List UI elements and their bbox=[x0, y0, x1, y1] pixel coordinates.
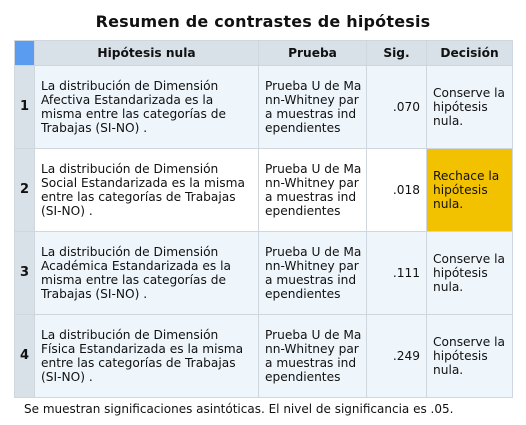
corner-cell bbox=[15, 41, 35, 66]
table-row bbox=[15, 315, 513, 398]
sig-cell: .070 bbox=[367, 66, 427, 149]
decision-cell: Conserve la hipótesis nula. bbox=[427, 66, 513, 149]
footnote: Se muestran significaciones asintóticas. El nivel de significancia es .05. bbox=[24, 402, 454, 416]
test-cell: Prueba U de Mann-Whitney para muestras independientes bbox=[259, 315, 367, 398]
header-decision: Decisión bbox=[427, 41, 513, 66]
hypothesis-cell: La distribución de Dimensión Académica Estandarizada es la misma entre las categorías de Trabajas (SI-NO) . bbox=[35, 232, 259, 315]
test-cell: Prueba U de Mann-Whitney para muestras independientes bbox=[259, 66, 367, 149]
hypothesis-summary-table bbox=[14, 40, 513, 398]
hypothesis-cell: La distribución de Dimensión Afectiva Estandarizada es la misma entre las categorías de Trabajas (SI-NO) . bbox=[35, 66, 259, 149]
row-number: 2 bbox=[15, 149, 35, 232]
sig-cell: .018 bbox=[367, 149, 427, 232]
hypothesis-cell: La distribución de Dimensión Social Estandarizada es la misma entre las categorías de Trabajas (SI-NO) . bbox=[35, 149, 259, 232]
header-row bbox=[15, 41, 513, 66]
header-sig: Sig. bbox=[367, 41, 427, 66]
decision-cell: Conserve la hipótesis nula. bbox=[427, 232, 513, 315]
row-number: 3 bbox=[15, 232, 35, 315]
test-cell: Prueba U de Mann-Whitney para muestras independientes bbox=[259, 149, 367, 232]
row-number: 4 bbox=[15, 315, 35, 398]
decision-cell-reject: Rechace la hipótesis nula. bbox=[427, 149, 513, 232]
test-cell: Prueba U de Mann-Whitney para muestras independientes bbox=[259, 232, 367, 315]
row-number: 1 bbox=[15, 66, 35, 149]
hypothesis-cell: La distribución de Dimensión Física Estandarizada es la misma entre las categorías de Trabajas (SI-NO) . bbox=[35, 315, 259, 398]
header-hypothesis: Hipótesis nula bbox=[35, 41, 259, 66]
table-title: Resumen de contrastes de hipótesis bbox=[95, 12, 431, 31]
sig-cell: .249 bbox=[367, 315, 427, 398]
decision-cell: Conserve la hipótesis nula. bbox=[427, 315, 513, 398]
header-test: Prueba bbox=[259, 41, 367, 66]
sig-cell: .111 bbox=[367, 232, 427, 315]
table-row bbox=[15, 149, 513, 232]
table-row bbox=[15, 232, 513, 315]
table-row bbox=[15, 66, 513, 149]
